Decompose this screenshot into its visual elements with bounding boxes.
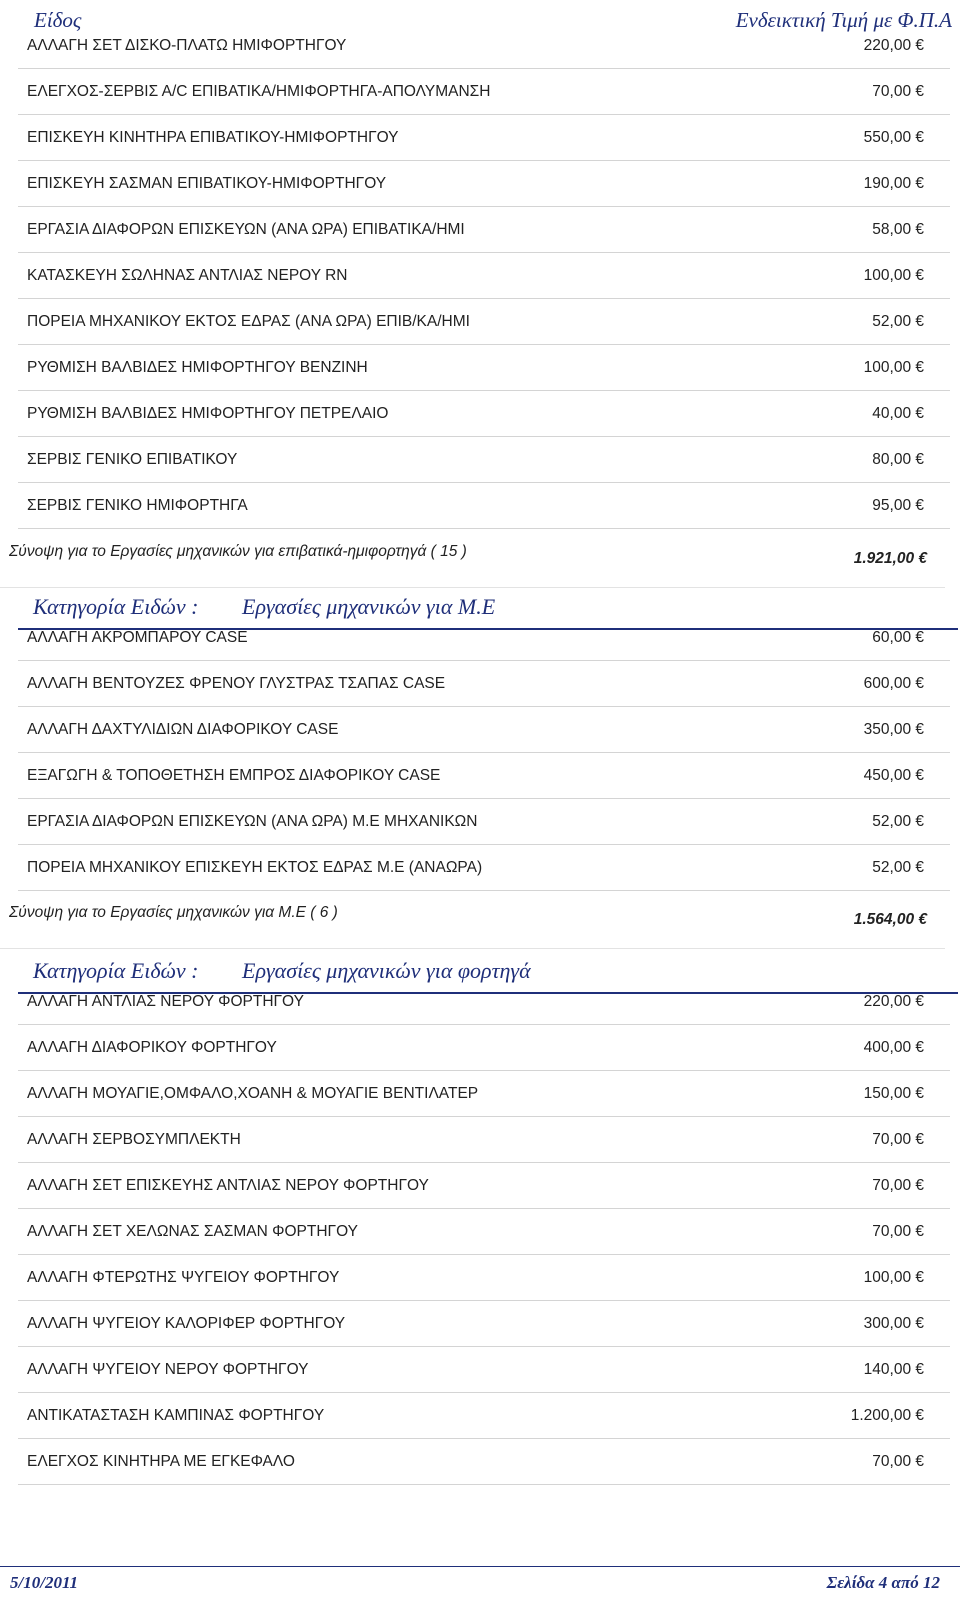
item-price: 550,00 € (863, 129, 924, 146)
item-price: 150,00 € (863, 1085, 924, 1102)
price-row (18, 1024, 950, 1071)
price-row (18, 436, 950, 483)
item-description: ΑΛΛΑΓΗ ΨΥΓΕΙΟΥ ΚΑΛΟΡΙΦΕΡ ΦΟΡΤΗΓΟΥ (27, 1315, 346, 1332)
item-price: 1.200,00 € (850, 1407, 924, 1424)
price-row (18, 68, 950, 115)
item-description: ΑΛΛΑΓΗ ΑΚΡΟΜΠΑΡΟΥ CASE (27, 629, 248, 646)
price-row (18, 160, 950, 207)
price-row (18, 344, 950, 391)
item-description: ΑΛΛΑΓΗ ΣΕΡΒΟΣΥΜΠΛΕΚΤΗ (27, 1131, 241, 1148)
item-price: 600,00 € (863, 675, 924, 692)
item-description: ΑΛΛΑΓΗ ΔΙΑΦΟΡΙΚΟΥ ΦΟΡΤΗΓΟΥ (27, 1039, 277, 1056)
price-row (18, 1208, 950, 1255)
item-price: 100,00 € (863, 1269, 924, 1286)
item-price: 450,00 € (863, 767, 924, 784)
item-price: 70,00 € (872, 1453, 924, 1470)
page-footer (0, 1566, 960, 1595)
price-row (18, 706, 950, 753)
item-description: ΣΕΡΒΙΣ ΓΕΝΙΚΟ ΗΜΙΦΟΡΤΗΓΑ (27, 497, 248, 514)
price-row (18, 614, 950, 661)
item-description: ΑΛΛΑΓΗ ΣΕΤ ΔΙΣΚΟ-ΠΛΑΤΩ ΗΜΙΦΟΡΤΗΓΟΥ (27, 37, 347, 54)
price-row (18, 252, 950, 299)
category-name: Εργασίες μηχανικών για φορτηγά (242, 958, 531, 983)
price-row (18, 1162, 950, 1209)
item-description: ΚΑΤΑΣΚΕΥΗ ΣΩΛΗΝΑΣ ΑΝΤΛΙΑΣ ΝΕΡΟΥ RN (27, 267, 348, 284)
item-price: 70,00 € (872, 1131, 924, 1148)
item-price: 52,00 € (872, 859, 924, 876)
price-row (18, 114, 950, 161)
item-description: ΕΛΕΓΧΟΣ-ΣΕΡΒΙΣ Α/C ΕΠΙΒΑΤΙΚΑ/ΗΜΙΦΟΡΤΗΓΑ-ΑΠΟΛΥΜΑΝΣΗ (27, 83, 491, 100)
item-price: 70,00 € (872, 83, 924, 100)
item-description: ΠΟΡΕΙΑ ΜΗΧΑΝΙΚΟΥ ΕΚΤΟΣ ΕΔΡΑΣ (ΑΝΑ ΩΡΑ) ΕΠΙΒ/ΚΑ/ΗΜΙ (27, 313, 470, 330)
price-row (18, 978, 950, 1025)
summary-text: Σύνοψη για το Εργασίες μηχανικών για Μ.Ε ( 6 ) (9, 904, 338, 921)
item-description: ΑΛΛΑΓΗ ΔΑΧΤΥΛΙΔΙΩΝ ΔΙΑΦΟΡΙΚΟΥ CASE (27, 721, 339, 738)
price-row (18, 1070, 950, 1117)
summary-total: 1.921,00 € (853, 550, 927, 567)
item-description: ΑΛΛΑΓΗ ΑΝΤΛΙΑΣ ΝΕΡΟΥ ΦΟΡΤΗΓΟΥ (27, 993, 304, 1010)
price-row (18, 1346, 950, 1393)
price-row (18, 1392, 950, 1439)
item-price: 95,00 € (872, 497, 924, 514)
price-row (18, 752, 950, 799)
item-description: ΡΥΘΜΙΣΗ ΒΑΛΒΙΔΕΣ ΗΜΙΦΟΡΤΗΓΟΥ ΠΕΤΡΕΛΑΙΟ (27, 405, 389, 422)
item-price: 220,00 € (863, 37, 924, 54)
item-price: 70,00 € (872, 1177, 924, 1194)
item-price: 58,00 € (872, 221, 924, 238)
item-price: 40,00 € (872, 405, 924, 422)
item-description: ΑΛΛΑΓΗ ΣΕΤ ΕΠΙΣΚΕΥΗΣ ΑΝΤΛΙΑΣ ΝΕΡΟΥ ΦΟΡΤΗΓΟΥ (27, 1177, 429, 1194)
page-number: Σελίδα 4 από 12 (826, 1573, 940, 1592)
item-description: ΣΕΡΒΙΣ ΓΕΝΙΚΟ ΕΠΙΒΑΤΙΚΟΥ (27, 451, 238, 468)
item-description: ΑΝΤΙΚΑΤΑΣΤΑΣΗ ΚΑΜΠΙΝΑΣ ΦΟΡΤΗΓΟΥ (27, 1407, 325, 1424)
price-row (18, 298, 950, 345)
item-description: ΑΛΛΑΓΗ ΣΕΤ ΧΕΛΩΝΑΣ ΣΑΣΜΑΝ ΦΟΡΤΗΓΟΥ (27, 1223, 358, 1240)
item-description: ΕΠΙΣΚΕΥΗ ΣΑΣΜΑΝ ΕΠΙΒΑΤΙΚΟΥ-ΗΜΙΦΟΡΤΗΓΟΥ (27, 175, 387, 192)
item-description: ΠΟΡΕΙΑ ΜΗΧΑΝΙΚΟΥ ΕΠΙΣΚΕΥΗ ΕΚΤΟΣ ΕΔΡΑΣ Μ.Ε (ΑΝΑΩΡΑ) (27, 859, 483, 876)
item-description: ΑΛΛΑΓΗ ΒΕΝΤΟΥΖΕΣ ΦΡΕΝΟΥ ΓΛΥΣΤΡΑΣ ΤΣΑΠΑΣ CASE (27, 675, 446, 692)
price-row (18, 206, 950, 253)
item-description: ΕΞΑΓΩΓΗ & ΤΟΠΟΘΕΤΗΣΗ ΕΜΠΡΟΣ ΔΙΑΦΟΡΙΚΟΥ CASE (27, 767, 441, 784)
price-row (18, 1438, 950, 1485)
price-row (18, 660, 950, 707)
item-price: 70,00 € (872, 1223, 924, 1240)
item-description: ΕΡΓΑΣΙΑ ΔΙΑΦΟΡΩΝ ΕΠΙΣΚΕΥΩΝ (ΑΝΑ ΩΡΑ) ΕΠΙΒΑΤΙΚΑ/ΗΜΙ (27, 221, 465, 238)
price-row (18, 798, 950, 845)
item-price: 52,00 € (872, 313, 924, 330)
summary-text: Σύνοψη για το Εργασίες μηχανικών για επιβατικά-ημιφορτηγά ( 15 ) (9, 543, 467, 560)
item-description: ΑΛΛΑΓΗ ΦΤΕΡΩΤΗΣ ΨΥΓΕΙΟΥ ΦΟΡΤΗΓΟΥ (27, 1269, 340, 1286)
item-price: 100,00 € (863, 359, 924, 376)
item-price: 100,00 € (863, 267, 924, 284)
item-price: 80,00 € (872, 451, 924, 468)
price-row (18, 22, 950, 69)
item-price: 300,00 € (863, 1315, 924, 1332)
category-label: Κατηγορία Ειδών : (33, 958, 199, 983)
category-label: Κατηγορία Ειδών : (33, 594, 199, 619)
item-price: 140,00 € (863, 1361, 924, 1378)
item-price: 220,00 € (863, 993, 924, 1010)
price-row (18, 482, 950, 529)
item-description: ΡΥΘΜΙΣΗ ΒΑΛΒΙΔΕΣ ΗΜΙΦΟΡΤΗΓΟΥ ΒΕΝΖΙΝΗ (27, 359, 368, 376)
item-price: 350,00 € (863, 721, 924, 738)
price-row (18, 1116, 950, 1163)
price-row (18, 390, 950, 437)
item-price: 190,00 € (863, 175, 924, 192)
category-name: Εργασίες μηχανικών για Μ.Ε (242, 594, 496, 619)
item-price: 52,00 € (872, 813, 924, 830)
item-description: ΕΛΕΓΧΟΣ ΚΙΝΗΤΗΡΑ ΜΕ ΕΓΚΕΦΑΛΟ (27, 1453, 295, 1470)
item-price: 400,00 € (863, 1039, 924, 1056)
section-summary (0, 543, 945, 588)
price-row (18, 1300, 950, 1347)
summary-total: 1.564,00 € (853, 911, 927, 928)
header-item-column-title: Είδος (34, 8, 82, 32)
item-price: 60,00 € (872, 629, 924, 646)
item-description: ΕΠΙΣΚΕΥΗ ΚΙΝΗΤΗΡΑ ΕΠΙΒΑΤΙΚΟΥ-ΗΜΙΦΟΡΤΗΓΟΥ (27, 129, 399, 146)
item-description: ΑΛΛΑΓΗ ΜΟΥΑΓΙΕ,ΟΜΦΑΛΟ,ΧΟΑΝΗ & ΜΟΥΑΓΙΕ ΒΕΝΤΙΛΑΤΕΡ (27, 1085, 479, 1102)
header-price-column-title: Ενδεικτική Τιμή με Φ.Π.Α (735, 8, 952, 32)
item-description: ΑΛΛΑΓΗ ΨΥΓΕΙΟΥ ΝΕΡΟΥ ΦΟΡΤΗΓΟΥ (27, 1361, 309, 1378)
section-summary (0, 904, 945, 949)
price-row (18, 1254, 950, 1301)
item-description: ΕΡΓΑΣΙΑ ΔΙΑΦΟΡΩΝ ΕΠΙΣΚΕΥΩΝ (ΑΝΑ ΩΡΑ) Μ.Ε ΜΗΧΑΝΙΚΩΝ (27, 813, 478, 830)
price-row (18, 844, 950, 891)
print-date: 5/10/2011 (10, 1573, 79, 1592)
